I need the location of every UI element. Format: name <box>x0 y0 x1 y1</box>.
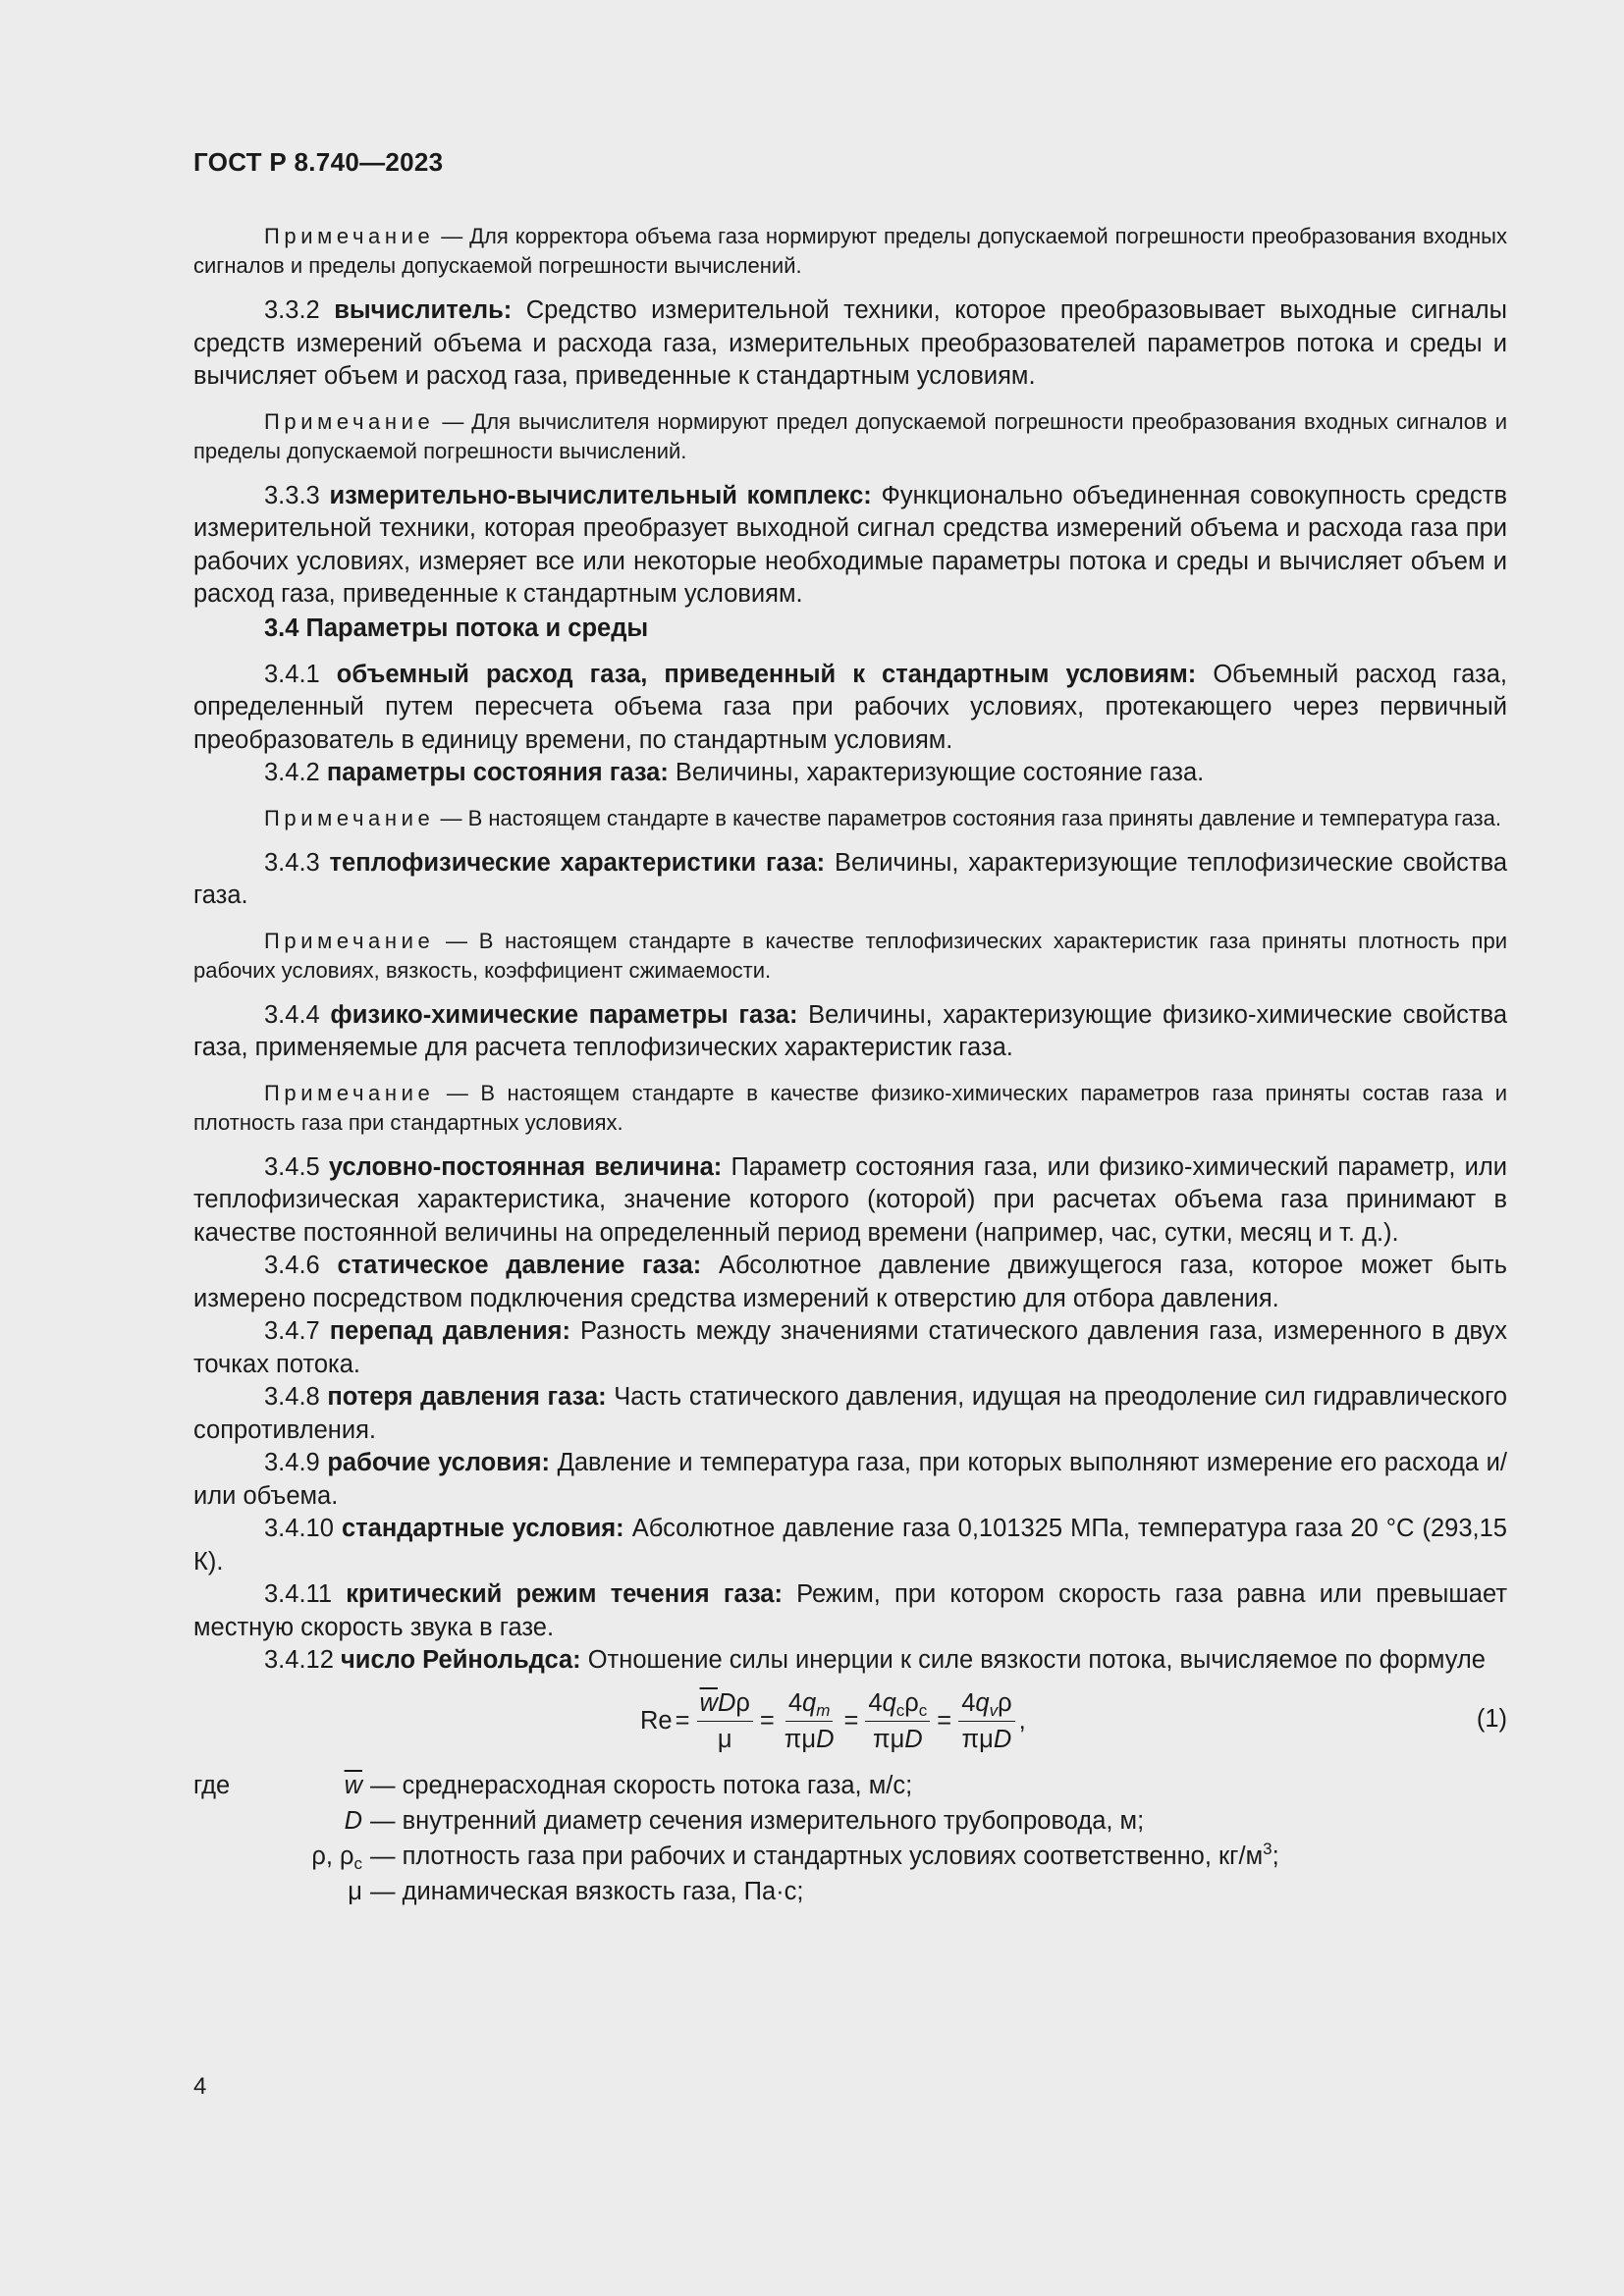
term-3-4-12 <box>193 1644 1507 1678</box>
term-3-4-5 <box>193 1151 1507 1251</box>
term-3-4-11 <box>193 1578 1507 1644</box>
term-name: потеря давления газа: <box>327 1383 607 1411</box>
term-number: 3.4.11 <box>264 1580 347 1608</box>
term-definition: Отношение силы инерции к силе вязкости потока, вычисляемое по формуле <box>580 1646 1486 1674</box>
term-definition: Абсолютное давление газа 0,101325 МПа, температура газа 20 °C (293,15 К). <box>193 1515 1507 1575</box>
term-definition: Величины, характеризующие состояние газа. <box>668 759 1205 786</box>
term-name: параметры состояния газа: <box>326 759 669 786</box>
term-name: статическое давление газа: <box>337 1252 702 1279</box>
note-label: Примечание <box>264 928 435 953</box>
legend-text: — среднерасходная скорость потока газа, м/с; <box>370 1771 913 1799</box>
term-3-4-1 <box>193 659 1507 758</box>
term-definition: Часть статического давления, идущая на преодоление сил гидравлического сопротивления. <box>193 1383 1507 1444</box>
term-number: 3.4.6 <box>264 1252 338 1279</box>
equals-sign: = <box>937 1707 952 1735</box>
term-name: условно-постоянная величина: <box>328 1152 723 1181</box>
fraction-3: $\frac{4q_c\rho_c}{\text{πμD}}$ <box>865 1687 930 1755</box>
legend-text: — динамическая вязкость газа, Па·с; <box>370 1877 804 1905</box>
note-text: — Для корректора объема газа нормируют пределы допускаемой погрешности преобразования входных сигналов и пределы допускаемой погрешности вычислений. <box>193 224 1507 278</box>
note-label: Примечание <box>264 805 435 830</box>
term-number: 3.4.5 <box>264 1152 329 1181</box>
legend-row <box>193 1874 1507 1909</box>
note-paragraph <box>193 804 1507 833</box>
term-number: 3.4.3 <box>264 848 330 877</box>
note-label: Примечание <box>264 1080 435 1105</box>
term-definition: Разность между значениями статического давления газа, измеренного в двух точках потока. <box>193 1317 1507 1378</box>
term-number: 3.4.2 <box>264 759 327 786</box>
note-paragraph <box>193 222 1507 281</box>
term-name: вычислитель: <box>334 296 513 324</box>
term-definition: Функционально объединенная совокупность средств измерительной техники, которая преобразует выходной сигнал средства измерений объема и расхода газа при рабочих условиях, измеряет все или некоторые необходимые параметры потока и среды и вычисляет объем и расход газа, приведенные к стандартным условиям. <box>193 481 1507 608</box>
term-3-4-7 <box>193 1315 1507 1381</box>
term-name: физико-химические параметры газа: <box>330 1000 798 1029</box>
term-number: 3.4.4 <box>264 1000 331 1029</box>
equals-sign: = <box>759 1707 775 1735</box>
term-number: 3.4.9 <box>264 1449 328 1476</box>
term-definition: Величины, характеризующие теплофизические свойства газа. <box>193 848 1508 909</box>
term-name: рабочие условия: <box>327 1449 550 1476</box>
standard-header: ГОСТ Р 8.740—2023 <box>193 147 444 177</box>
term-name: перепад давления: <box>329 1317 571 1345</box>
term-definition: Абсолютное давление движущегося газа, которое может быть измерено посредством подключения средства измерений к отверстию для отбора давления. <box>193 1252 1507 1312</box>
fraction-2: $\frac{4q_m}{\text{πμD}}$ <box>784 1689 835 1753</box>
term-number: 3.4.12 <box>264 1646 341 1674</box>
term-3-4-10 <box>193 1513 1507 1578</box>
note-label: Примечание <box>264 224 435 248</box>
term-name: измерительно-вычислительный комплекс: <box>329 481 872 509</box>
term-name: теплофизические характеристики газа: <box>329 848 826 877</box>
term-number: 3.4.8 <box>264 1383 328 1411</box>
fraction-4: $\frac{4q_v\rho}{\text{πμD}}$ <box>958 1687 1014 1755</box>
term-definition: Режим, при котором скорость газа равна или превышает местную скорость звука в газе. <box>193 1580 1507 1641</box>
formula-expression: Re = $\frac{\overline{w}D\rho}{\mu}$ = $\frac{4q_m}{\text{πμD}}$ = $\frac{4q_c\rho_c}{\text{πμD}}$ = $\frac{4q_v\rho}{\text{πμD}}$ , <box>640 1689 1026 1753</box>
legend-row <box>193 1839 1507 1874</box>
term-name: критический режим течения газа: <box>346 1580 783 1608</box>
equals-sign: = <box>675 1707 690 1735</box>
note-text: — В настоящем стандарте в качестве физико-химических параметров газа приняты состав газа и плотность газа при стандартных условиях. <box>193 1080 1507 1135</box>
term-name: стандартные условия: <box>341 1515 624 1542</box>
legend-row <box>193 1768 1507 1803</box>
term-3-4-3 <box>193 847 1507 913</box>
formula-lhs: Re <box>640 1707 673 1735</box>
term-definition: Объемный расход газа, определенный путем пересчета объема газа при рабочих условиях, протекающего через первичный преобразователь в единицу времени, по стандартным условиям. <box>193 660 1507 754</box>
term-3-4-9 <box>193 1447 1507 1513</box>
term-3-4-6 <box>193 1250 1507 1315</box>
reynolds-formula <box>193 1682 1507 1762</box>
note-paragraph <box>193 1079 1507 1138</box>
equals-sign: = <box>843 1707 859 1735</box>
note-text: — В настоящем стандарте в качестве теплофизических характеристик газа приняты плотность при рабочих условиях, вязкость, коэффициент сжимаемости. <box>193 928 1507 983</box>
term-number: 3.4.1 <box>264 660 337 688</box>
legend-row <box>193 1803 1507 1839</box>
term-3-3-2 <box>193 294 1507 394</box>
term-3-3-3 <box>193 480 1507 612</box>
legend-symbol: $\overline{w}$ <box>344 1771 362 1799</box>
section-heading: 3.4 Параметры потока и среды <box>264 614 649 642</box>
note-paragraph <box>193 407 1507 466</box>
note-label: Примечание <box>264 408 435 434</box>
term-name: число Рейнольдса: <box>340 1646 581 1674</box>
term-definition: Величины, характеризующие физико-химические свойства газа, применяемые для расчета теплофизических характеристик газа. <box>193 1000 1508 1061</box>
legend-text: — плотность газа при рабочих и стандартных условиях соответственно, $кг/м^3$; <box>370 1839 1279 1870</box>
note-text: — В настоящем стандарте в качестве параметров состояния газа приняты давление и температура газа. <box>440 805 1501 830</box>
note-text: — Для вычислителя нормируют предел допускаемой погрешности преобразования входных сигналов и пределы допускаемой погрешности вычислений. <box>193 408 1507 463</box>
term-number: 3.3.2 <box>264 296 335 324</box>
document-body <box>193 222 1507 1909</box>
legend-symbol: ρ, $\rho_с$ <box>311 1842 362 1873</box>
term-3-4-8 <box>193 1381 1507 1447</box>
formula-number: (1) <box>1476 1704 1507 1733</box>
page-number: 4 <box>193 2073 207 2100</box>
term-definition: Средство измерительной техники, которое преобразовывает выходные сигналы средств измерений объема и расхода газа, измерительных преобразователей параметров потока и среды и вычисляет объем и расход газа, приведенные к стандартным условиям. <box>193 296 1507 390</box>
note-paragraph <box>193 927 1507 986</box>
term-number: 3.4.7 <box>264 1317 330 1345</box>
legend-text: — внутренний диаметр сечения измерительного трубопровода, м; <box>370 1806 1145 1835</box>
formula-legend <box>193 1768 1507 1909</box>
term-3-4-4 <box>193 999 1507 1065</box>
term-name: объемный расход газа, приведенный к стандартным условиям: <box>336 660 1197 688</box>
term-definition: Параметр состояния газа, или физико-химический параметр, или теплофизическая характеристика, значение которого (которой) при расчетах объема газа принимают в качестве постоянной величины на определенный период времени (например, час, сутки, месяц и т. д.). <box>193 1152 1507 1247</box>
term-definition: Давление и температура газа, при которых выполняют измерение его расхода и/или объема. <box>193 1449 1507 1510</box>
term-3-4-2 <box>193 757 1507 790</box>
fraction-1: $\frac{\overline{w}D\rho}{\mu}$ <box>697 1687 753 1755</box>
term-number: 3.3.3 <box>264 481 330 509</box>
legend-symbol: μ <box>348 1877 362 1905</box>
where-label: где <box>193 1771 231 1799</box>
legend-symbol: D <box>344 1806 362 1835</box>
term-number: 3.4.10 <box>264 1515 342 1542</box>
